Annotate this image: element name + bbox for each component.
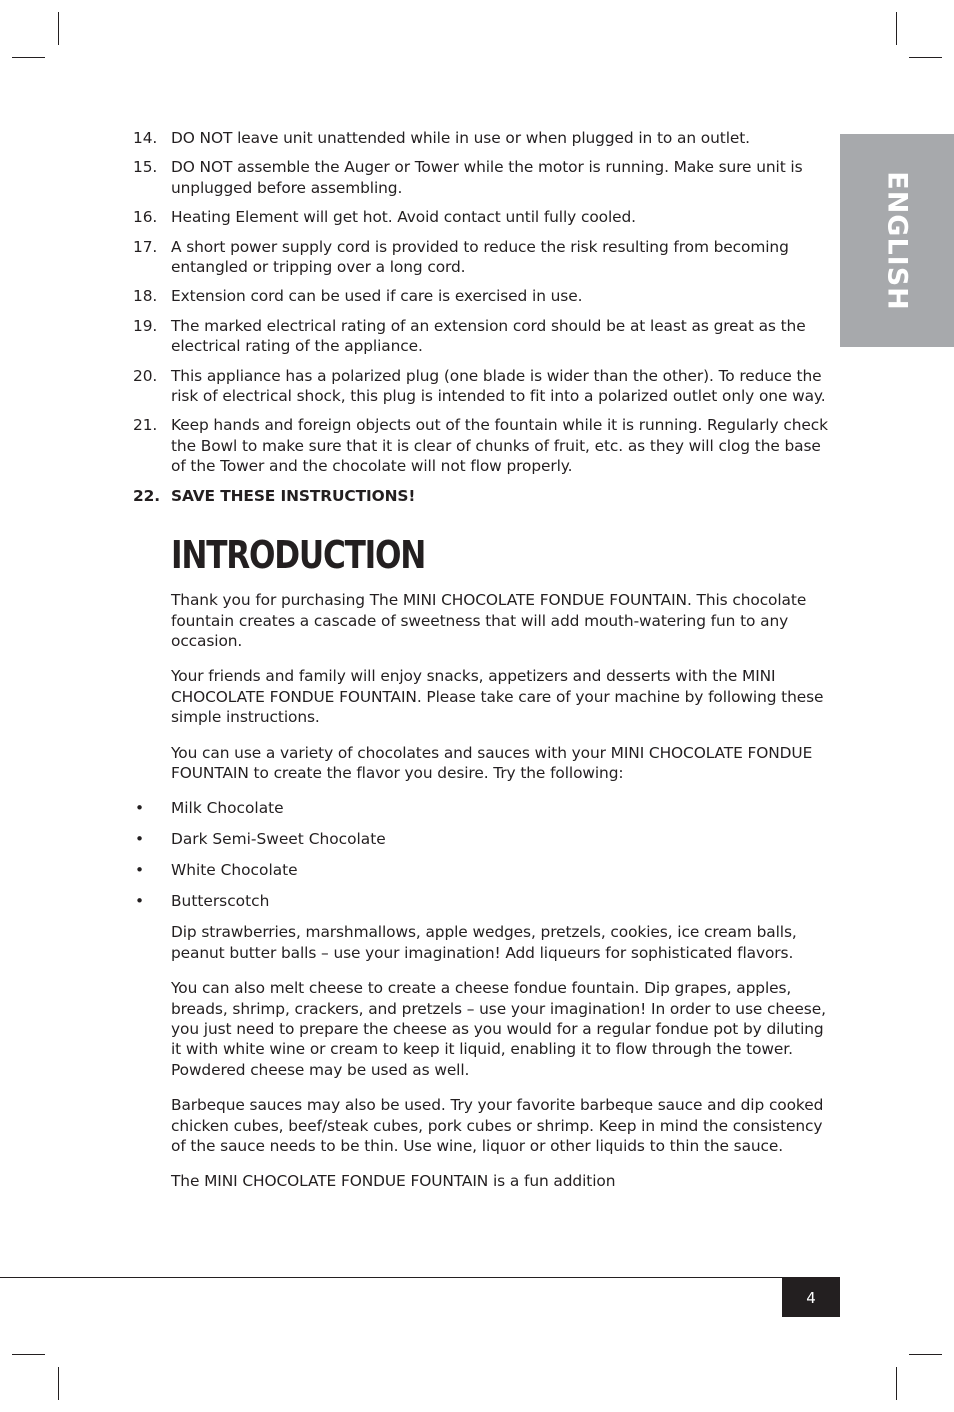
list-item-number: 16. — [133, 208, 158, 227]
crop-mark — [58, 1367, 59, 1400]
page-number: 4 — [806, 1288, 816, 1307]
bullet-item — [133, 860, 833, 880]
bullet-item — [133, 798, 833, 818]
section-title: INTRODUCTION — [171, 533, 426, 578]
safety-list — [133, 128, 833, 506]
paragraph: Thank you for purchasing The MINI CHOCOLATE FONDUE FOUNTAIN. This chocolate fountain creates a cascade of sweetness that will add mouth-watering fun to any occasion. — [171, 591, 807, 650]
list-item — [133, 316, 833, 357]
bullet-item — [133, 829, 833, 849]
crop-mark — [12, 57, 45, 58]
list-item-number: 15. — [133, 158, 158, 177]
bullet-text: Butterscotch — [171, 892, 270, 911]
page-number-box — [782, 1278, 840, 1317]
list-item — [133, 486, 833, 506]
list-item-text: This appliance has a polarized plug (one blade is wider than the other). To reduce the risk of electrical shock, this plug is intended to fit into a polarized outlet only one way. — [171, 366, 826, 406]
intro-paragraphs-continued — [133, 922, 833, 1191]
list-item-text: Heating Element will get hot. Avoid contact until fully cooled. — [171, 208, 636, 227]
intro-paragraphs — [133, 590, 833, 783]
page-content — [133, 128, 833, 1207]
bullet-icon: • — [135, 861, 145, 880]
paragraph: Dip strawberries, marshmallows, apple wedges, pretzels, cookies, ice cream balls, peanut butter balls – use your imagination! Add liqueurs for sophisticated flavors. — [171, 923, 797, 962]
list-item-text: A short power supply cord is provided to reduce the risk resulting from becoming entangled or tripping over a long cord. — [171, 237, 789, 277]
list-item-number: 18. — [133, 287, 158, 306]
list-item-text: Keep hands and foreign objects out of the fountain while it is running. Regularly check the Bowl to make sure that it is clear of chunks of fruit, etc. as they will clog the base of the Tower and the chocolate will not flow properly. — [171, 416, 828, 476]
list-item — [133, 237, 833, 278]
list-item — [133, 286, 833, 306]
paragraph: You can also melt cheese to create a cheese fondue fountain. Dip grapes, apples, breads, shrimp, crackers, and pretzels – use your imagination! In order to use cheese, you just need to prepare the cheese as you would for a regular fondue pot by diluting it with white wine or cream to keep it liquid, enabling it to flow through the tower. Powdered cheese may be used as well. — [171, 979, 826, 1079]
bullet-icon: • — [135, 892, 145, 911]
bullet-text: White Chocolate — [171, 861, 298, 880]
language-tab — [840, 134, 954, 347]
crop-mark — [58, 12, 59, 45]
bullet-text: Dark Semi-Sweet Chocolate — [171, 830, 386, 849]
crop-mark — [896, 1367, 897, 1400]
list-item-number: 17. — [133, 237, 158, 256]
list-item-number: 19. — [133, 316, 158, 335]
chocolate-list — [133, 798, 833, 911]
crop-mark — [12, 1354, 45, 1355]
list-item — [133, 415, 833, 476]
list-item-text: The marked electrical rating of an extension cord should be at least as great as the electrical rating of the appliance. — [171, 316, 806, 356]
list-item — [133, 128, 833, 148]
crop-mark — [909, 1354, 942, 1355]
paragraph: The MINI CHOCOLATE FONDUE FOUNTAIN is a fun addition — [171, 1172, 616, 1191]
bullet-icon: • — [135, 830, 145, 849]
list-item — [133, 207, 833, 227]
list-item-text: DO NOT assemble the Auger or Tower while the motor is running. Make sure unit is unplugged before assembling. — [171, 158, 803, 197]
paragraph: Barbeque sauces may also be used. Try your favorite barbeque sauce and dip cooked chicken cubes, beef/steak cubes, pork cubes or shrimp. Keep in mind the consistency of the sauce needs to be thin. Use wine, liquor or other liquids to thin the sauce. — [171, 1096, 824, 1155]
list-item-text: Extension cord can be used if care is exercised in use. — [171, 287, 583, 306]
list-item-number: 14. — [133, 129, 158, 147]
list-item — [133, 157, 833, 198]
bullet-item — [133, 891, 833, 911]
list-item-number: 22. — [133, 486, 160, 505]
crop-mark — [909, 57, 942, 58]
list-item-number: 21. — [133, 416, 158, 435]
crop-mark — [896, 12, 897, 45]
list-item-text: SAVE THESE INSTRUCTIONS! — [171, 486, 416, 505]
list-item — [133, 366, 833, 407]
bullet-icon: • — [135, 799, 145, 818]
bullet-text: Milk Chocolate — [171, 799, 284, 818]
list-item-text: DO NOT leave unit unattended while in use or when plugged in to an outlet. — [171, 129, 750, 147]
footer-rule — [0, 1277, 840, 1278]
list-item-number: 20. — [133, 366, 158, 385]
paragraph: Your friends and family will enjoy snacks, appetizers and desserts with the MINI CHOCOLATE FONDUE FOUNTAIN. Please take care of your machine by following these simple instructions. — [171, 667, 824, 727]
language-tab-label: ENGLISH — [881, 170, 913, 311]
paragraph: You can use a variety of chocolates and sauces with your MINI CHOCOLATE FONDUE FOUNTAIN to create the flavor you desire. Try the following: — [171, 743, 813, 782]
